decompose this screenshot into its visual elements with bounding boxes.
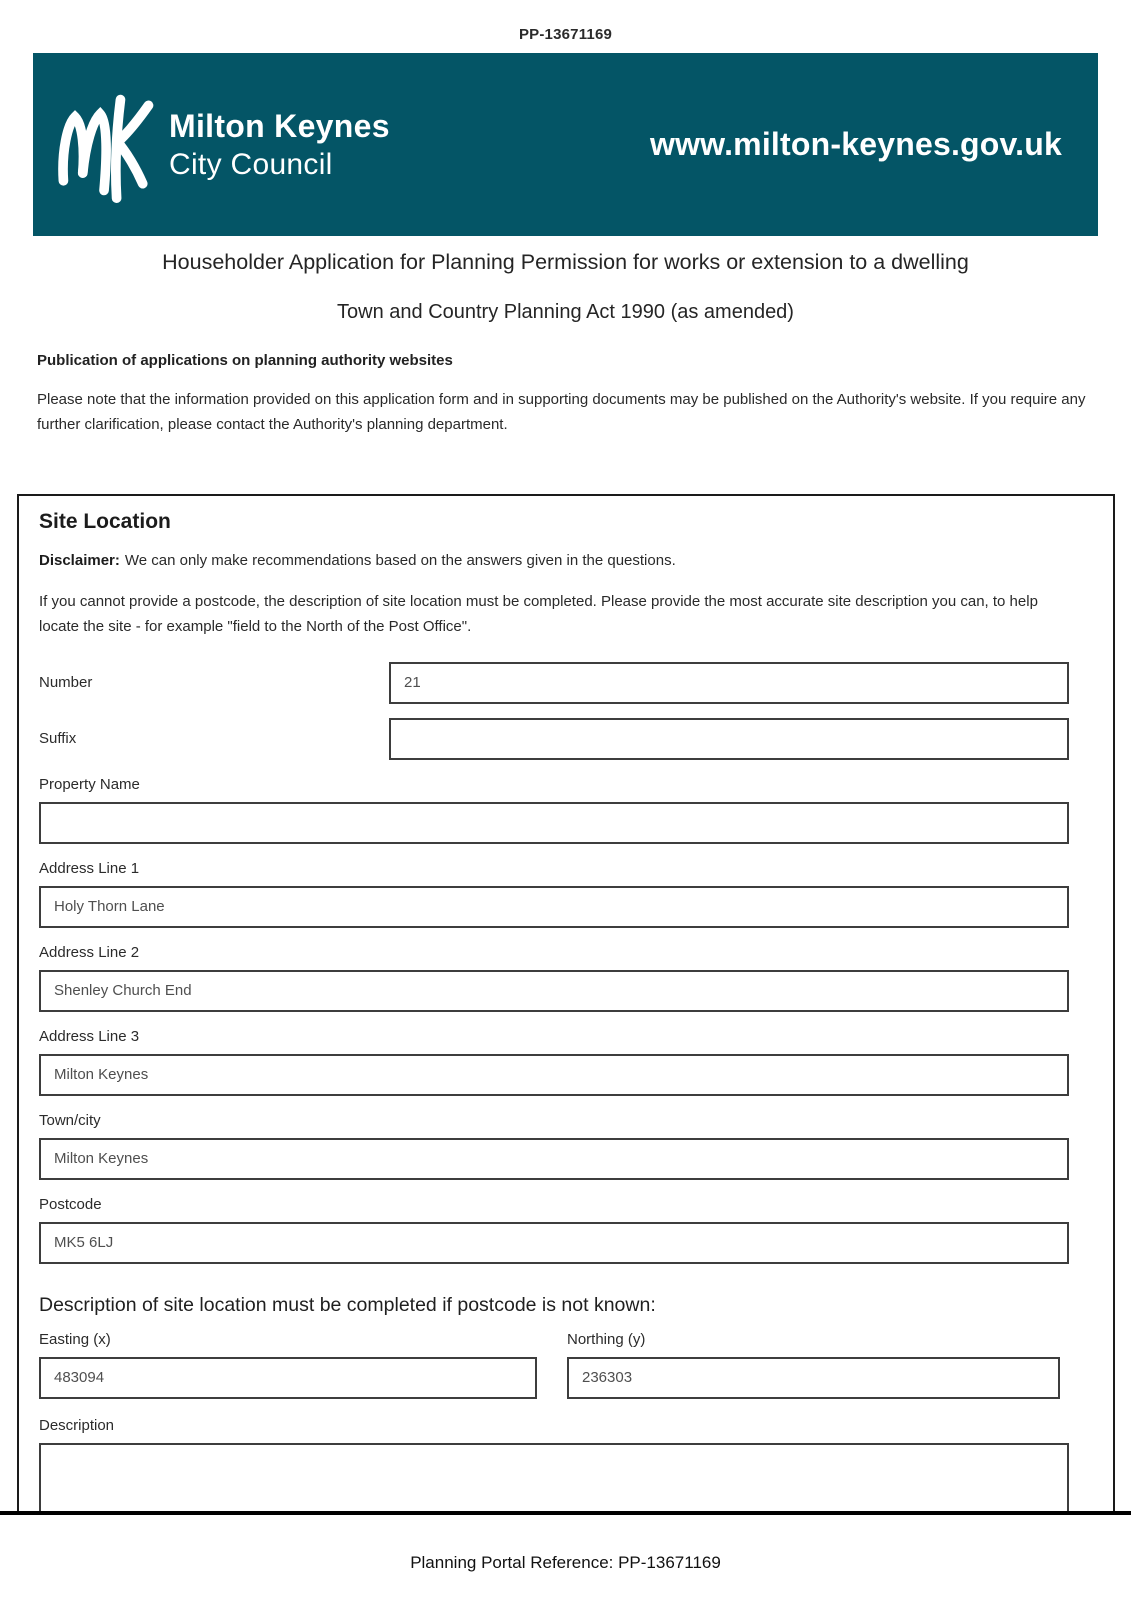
page-break-divider — [0, 1511, 1131, 1515]
town-city-input[interactable] — [39, 1138, 1069, 1180]
logo-council-type: City Council — [169, 147, 333, 181]
number-input[interactable] — [389, 662, 1069, 704]
town-city-label: Town/city — [39, 1111, 101, 1129]
portal-reference-footer: Planning Portal Reference: PP-13671169 — [410, 1552, 721, 1572]
council-logo-text — [169, 108, 390, 182]
town-city-field — [39, 1112, 1069, 1180]
property-name-input[interactable] — [39, 802, 1069, 844]
form-title: Householder Application for Planning Permission for works or extension to a dwelling — [162, 250, 969, 274]
portal-reference-top: PP-13671169 — [518, 26, 613, 43]
property-name-label: Property Name — [39, 775, 140, 793]
postcode-label: Postcode — [39, 1195, 102, 1213]
publication-note: Please note that the information provided on this application form and in supporting documents may be published on the Authority's website. If you require any further clarification, please contact the Authority's planning department. — [37, 391, 1086, 433]
address-line-3-input[interactable] — [39, 1054, 1069, 1096]
northing-field — [567, 1331, 1060, 1399]
address-line-2-field — [39, 944, 1069, 1012]
coordinates-row — [39, 1331, 1069, 1399]
address-line-3-field — [39, 1028, 1069, 1096]
suffix-field-row — [39, 718, 1069, 760]
address-line-3-label: Address Line 3 — [39, 1027, 140, 1045]
address-line-2-label: Address Line 2 — [39, 943, 140, 961]
number-field-row — [39, 662, 1069, 704]
address-line-1-field — [39, 860, 1069, 928]
easting-input[interactable] — [39, 1357, 537, 1399]
form-subtitle: Town and Country Planning Act 1990 (as amended) — [337, 301, 794, 323]
address-line-1-label: Address Line 1 — [39, 859, 140, 877]
suffix-input[interactable] — [389, 718, 1069, 760]
postcode-field — [39, 1196, 1069, 1264]
mk-monogram-icon — [49, 86, 161, 204]
site-location-heading: Site Location — [39, 509, 171, 533]
publication-heading: Publication of applications on planning authority websites — [37, 352, 453, 369]
easting-field — [39, 1331, 537, 1399]
northing-label: Northing (y) — [567, 1330, 646, 1348]
postcode-input[interactable] — [39, 1222, 1069, 1264]
description-field — [39, 1417, 1069, 1511]
suffix-label: Suffix — [39, 730, 77, 747]
description-label: Description — [39, 1416, 115, 1434]
easting-label: Easting (x) — [39, 1330, 111, 1348]
property-name-field — [39, 776, 1069, 844]
description-required-heading: Description of site location must be completed if postcode is not known: — [39, 1293, 656, 1316]
disclaimer-text — [39, 552, 1069, 569]
address-line-2-input[interactable] — [39, 970, 1069, 1012]
number-label: Number — [39, 674, 93, 691]
description-textarea[interactable] — [39, 1443, 1069, 1511]
postcode-instructions: If you cannot provide a postcode, the description of site location must be completed. Please provide the most accurate site description you can, to help locate the site - for example "field to the North of the Post Office". — [39, 592, 1038, 635]
disclaimer-label: Disclaimer: — [39, 551, 120, 569]
address-line-1-input[interactable] — [39, 886, 1069, 928]
council-logo — [49, 86, 390, 204]
header-banner — [33, 53, 1098, 236]
northing-input[interactable] — [567, 1357, 1060, 1399]
council-website-url: www.milton-keynes.gov.uk — [650, 126, 1062, 162]
disclaimer-body: We can only make recommendations based on the answers given in the questions. — [124, 551, 676, 569]
site-location-section — [17, 494, 1115, 1511]
logo-council-name: Milton Keynes — [169, 107, 390, 144]
